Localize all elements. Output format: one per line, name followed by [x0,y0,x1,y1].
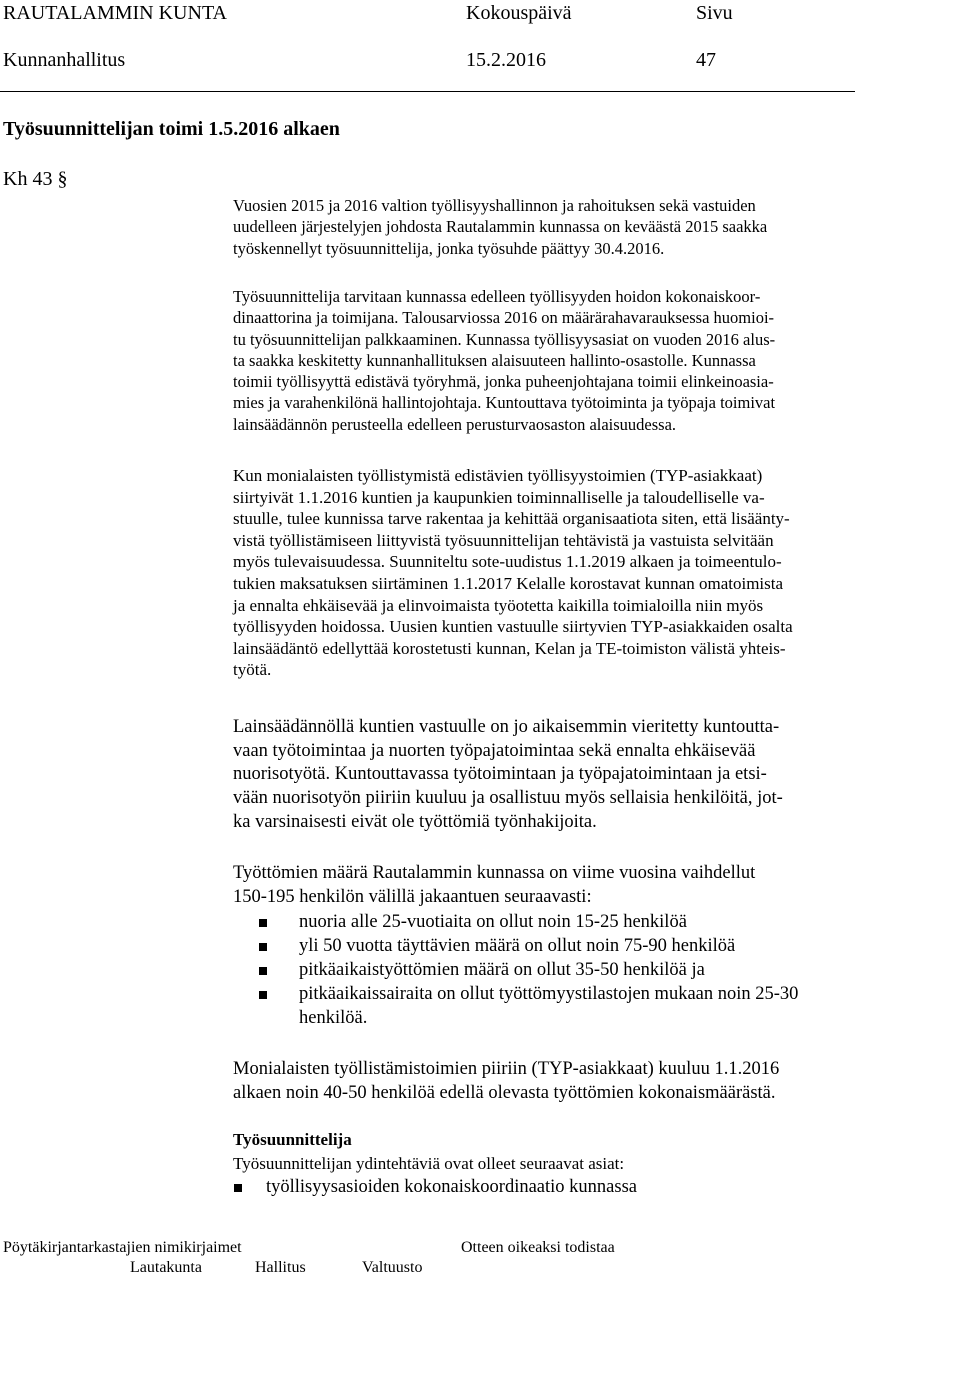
footer-initials-label: Pöytäkirjantarkastajien nimikirjaimet [3,1239,242,1256]
text-line: ta saakka keskitetty kunnanhallituksen alaisuuteen hallinto-osastolle. Kunnassa [233,350,756,370]
list-item-text: työllisyysasioiden kokonaiskoordinaatio kunnassa [266,1177,637,1197]
square-bullet-icon [234,1184,242,1192]
text-line: Työsuunnittelija tarvitaan kunnassa edelleen työllisyyden hoidon kokonaiskoor- [233,287,761,306]
paragraph-7: Työsuunnittelijan ydintehtäviä ovat olleet seuraavat asiat: [233,1154,625,1173]
footer-certified-label: Otteen oikeaksi todistaa [461,1239,615,1256]
text-line: uudelleen järjestelyjen johdosta Rautalammin kunnassa on keväästä 2015 saakka [233,217,768,237]
paragraph-4 [233,716,883,835]
text-line: ka varsinaisesti eivät ole työttömiä työnhakijoita. [233,811,597,832]
subheading: Työsuunnittelija [233,1130,352,1149]
section-number [3,168,67,191]
list-item-text: nuoria alle 25-vuotiaita on ollut noin 15-25 henkilöä [299,912,687,932]
text-line: toimii työllisyyttä edistävä työryhmä, jonka puheenjohtajana toimii elinkeinoasia- [233,372,774,392]
text-line: Monialaisten työllistämistoimien piiriin (TYP-asiakkaat) kuuluu 1.1.2016 [233,1059,780,1079]
text-line: alkaen noin 40-50 henkilöä edellä olevasta työttömien kokonaismäärästä. [233,1082,776,1103]
footer-col-lautakunta: Lautakunta [130,1259,202,1276]
section-label: Kh 43 [3,168,53,190]
body-name: Kunnanhallitus [3,49,126,71]
text-line: siirtyivät 1.1.2016 kuntien ja kaupunkien toiminnalliselle ja taloudelliselle va- [233,487,765,507]
page-label: Sivu [696,2,733,24]
page-number: 47 [696,49,716,71]
text-line: Lainsäädännöllä kuntien vastuulle on jo aikaisemmin vieritetty kuntoutta- [233,717,780,737]
text-line: vistä työllistämiseen liittyvistä työsuunnittelijan tehtävistä ja vastuista selvitään [233,530,774,550]
text-line: lainsäädäntö edellyttää korostetusti kunnan, Kelan ja TE-toimiston välistä yhteis- [233,638,786,658]
org-name: RAUTALAMMIN KUNTA [3,2,228,24]
square-bullet-icon [259,967,267,975]
text-line: nuorisotyötä. Kuntouttavassa työtoimintaan ja työpajatoimintaan ja etsi- [233,764,767,785]
text-line: työskennellyt työsuunnittelija, jonka työsuhde päättyy 30.4.2016. [233,238,665,258]
square-bullet-icon [259,943,267,951]
list-item-text: pitkäaikaissairaita on ollut työttömyystilastojen mukaan noin 25-30 [299,984,799,1004]
paragraph-1 [233,195,883,259]
list-item-text: pitkäaikaistyöttömien määrä on ollut 35-50 henkilöä ja [299,960,705,980]
text-line: dinaattorina ja toimijana. Talousarviossa 2016 on määrärahavarauksessa huomioi- [233,308,775,328]
text-line: stuulle, tulee kunnissa tarve rakentaa ja kehittää organisaatiota siten, että lisäänty- [233,509,790,529]
list-item-text: yli 50 vuotta täyttävien määrä on ollut noin 75-90 henkilöä [299,936,736,956]
footer-col-hallitus: Hallitus [255,1259,306,1276]
footer-col-valtuusto: Valtuusto [362,1259,423,1276]
section-symbol: § [57,168,68,190]
text-line: Vuosien 2015 ja 2016 valtion työllisyyshallinnon ja rahoituksen sekä vastuiden [233,196,756,215]
text-line: mies ja varahenkilönä hallintojohtaja. Kuntouttava työtoiminta ja työpaja toimivat [233,393,776,413]
list-item-text: henkilöä. [299,1008,368,1028]
text-line: 150-195 henkilön välillä jakaantuen seuraavasti: [233,886,592,907]
header-rule [0,91,855,92]
text-line: vään nuorisotyön piiriin kuuluu ja osallistuu myös sellaisia henkilöitä, jot- [233,788,783,809]
text-line: Kun monialaisten työllistymistä edistävien työllisyystoimien (TYP-asiakkaat) [233,466,763,485]
text-line: ja ennalta ehkäisevää ja elinvoimaista työotetta kaikilla toimialoilla niin myös [233,595,764,615]
text-line: tukien maksatuksen siirtäminen 1.1.2017 Kelalle korostavat kunnan omatoimista [233,573,784,593]
text-line: tu työsuunnittelijan palkkaaminen. Kunnassa työllisyysasiat on vuoden 2016 alus- [233,329,776,349]
text-line: myös tulevaisuudessa. Suunniteltu sote-uudistus 1.1.2019 alkaen ja toimeentulo- [233,552,782,572]
text-line: Työttömien määrä Rautalammin kunnassa on viime vuosina vaihdellut [233,863,756,883]
text-line: työllisyyden hoidossa. Uusien kuntien vastuulle siirtyvien TYP-asiakkaiden osalta [233,617,793,637]
square-bullet-icon [259,991,267,999]
text-line: lainsäädännön perusteella edelleen perusturvaosaston alaisuudessa. [233,414,677,434]
document-title: Työsuunnittelijan toimi 1.5.2016 alkaen [3,118,340,140]
text-line: vaan työtoimintaa ja nuorten työpajatoimintaa sekä ennalta ehkäisevää [233,740,756,761]
paragraph-5 [233,862,883,909]
meeting-date: 15.2.2016 [466,49,546,71]
text-line: työtä. [233,660,272,680]
paragraph-6 [233,1058,883,1105]
date-label: Kokouspäivä [466,2,572,24]
square-bullet-icon [259,919,267,927]
paragraph-3 [233,465,883,681]
paragraph-2 [233,286,883,435]
